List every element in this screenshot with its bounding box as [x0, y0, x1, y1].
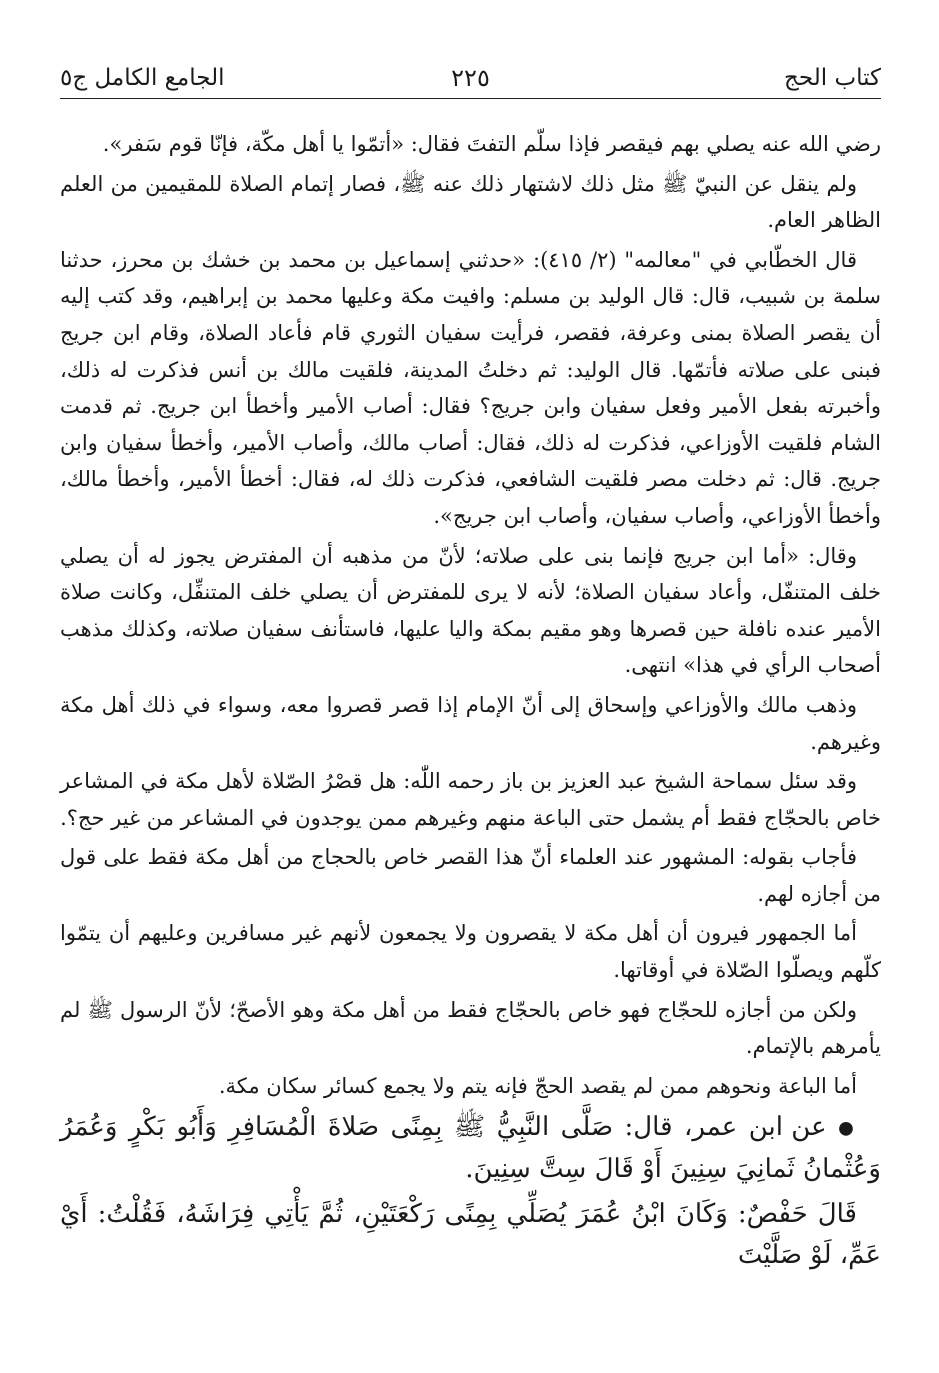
paragraph: فأجاب بقوله: المشهور عند العلماء أنّ هذا القصر خاص بالحجاج من أهل مكة فقط على قول من أجازه لهم.	[60, 845, 881, 906]
hadith-paragraph	[60, 1107, 881, 1190]
hadith-text: عن ابن عمر، قال: صَلَّى النَّبِيُّ ﷺ بِمِنًى صَلاةَ الْمُسَافِرِ وَأَبُو بَكْرٍ وَعُمَرُ وَعُثْمانُ ثَمانِيَ سِنِينَ أَوْ قَالَ سِتَّ سِنِينَ.	[60, 1112, 881, 1184]
page-body	[60, 126, 881, 1279]
paragraph: ولم ينقل عن النبيّ ﷺ مثل ذلك لاشتهار ذلك عنه ﷺ، فصار إتمام الصلاة للمقيمين من العلم الظاهر العام.	[60, 171, 881, 233]
book-title: كتاب الحج	[784, 65, 881, 91]
paragraph: رضي الله عنه يصلي بهم فيقصر فإذا سلّم التفتَ فقال: «أتمّوا يا أهل مكّة، فإنّا قوم سَفر».	[102, 132, 881, 156]
paragraph: وقد سئل سماحة الشيخ عبد العزيز بن باز رحمه اللّٰه: هل قصْرُ الصّلاة لأهل مكة في المشاعر خاص بالحجّاج فقط أم يشمل حتى الباعة منهم وغيرهم ممن يوجدون في المشاعر من غير حج؟.	[60, 769, 881, 830]
paragraph: أما الباعة ونحوهم ممن لم يقصد الحجّ فإنه يتم ولا يجمع كسائر سكان مكة.	[218, 1073, 857, 1098]
paragraph: قال الخطّابي في "معالمه" (٢/ ٤١٥): «حدثني إسماعيل بن محمد بن خشك بن محرز، حدثنا سلمة بن شبيب، قال: قال الوليد بن مسلم: وافيت مكة وعليها محمد بن إبراهيم، وقد كتب إليه أن يقصر الصلاة بمنى وعرفة، فقصر، فرأيت سفيان الثوري قام فأعاد الصلاة، وقام ابن جريج فبنى على صلاته فأتمّها. قال الوليد: ثم دخلتُ المدينة، فلقيت مالك بن أنس فذكرت له ذلك، وأخبرته بفعل الأمير وفعل سفيان وابن جريج؟ فقال: أصاب الأمير وأخطأ ابن جريج. ثم قدمت الشام فلقيت الأوزاعي، فذكرت له ذلك، فقال: أصاب مالك، وأصاب الأمير، وأخطأ سفيان وابن جريج. قال: ثم دخلت مصر فلقيت الشافعي، فذكرت ذلك له، فقال: أخطأ الأمير، وأخطأ مالك، وأخطأ الأوزاعي، وأصاب سفيان، وأصاب ابن جريج».	[60, 247, 881, 528]
paragraph: أما الجمهور فيرون أن أهل مكة لا يقصرون ولا يجمعون لأنهم غير مسافرين وعليهم أن يتمّوا كلّهم ويصلّوا الصّلاة في أوقاتها.	[60, 921, 881, 983]
page-header	[60, 58, 881, 99]
paragraph: وقال: «أما ابن جريج فإنما بنى على صلاته؛ لأنّ من مذهبه أن المفترض يجوز له أن يصلي خلف المتنفّل، وأعاد سفيان الصلاة؛ لأنه لا يرى للمفترض أن يصلي خلف المتنفِّل، وكانت صلاة الأمير عنده نافلة حين قصرها وهو مقيم بمكة واليا عليها، فاستأنف سفيان صلاته، وكذلك مذهب أصحاب الرأي في هذا» انتهى.	[60, 543, 881, 678]
page-number: ٢٢٥	[451, 64, 490, 92]
bullet-icon: ●	[838, 1117, 858, 1139]
paragraph: وذهب مالك والأوزاعي وإسحاق إلى أنّ الإمام إذا قصر قصروا معه، وسواء في ذلك أهل مكة وغيرهم.	[60, 692, 881, 754]
paragraph: ولكن من أجازه للحجّاج فهو خاص بالحجّاج فقط من أهل مكة وهو الأصحّ؛ لأنّ الرسول ﷺ لم يأمرهم بالإتمام.	[60, 997, 881, 1059]
hadith-commentary: قَالَ حَفْصٌ: وَكَانَ ابْنُ عُمَرَ يُصَلِّي بِمِنًى رَكْعَتَيْنِ، ثُمَّ يَأْتِي فِرَاشَهُ، فَقُلْتُ: أَيْ عَمِّ، لَوْ صَلَّيْتَ	[60, 1198, 881, 1270]
volume-title: الجامع الكامل ج٥	[60, 65, 225, 91]
